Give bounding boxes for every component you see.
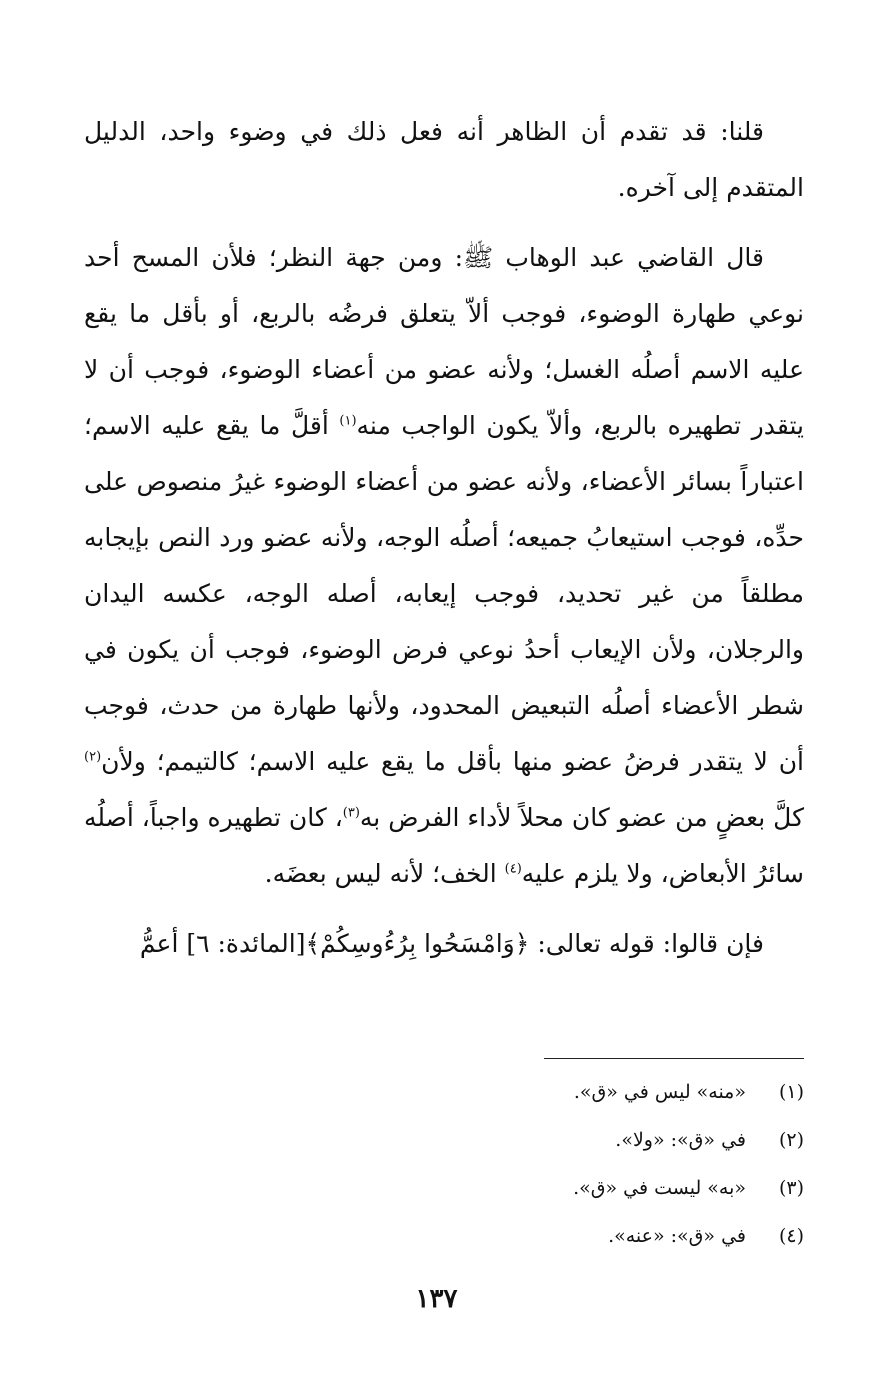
- footnote-number: (٤): [778, 1225, 804, 1247]
- main-text-body: [84, 104, 804, 972]
- page-number: ١٣٧: [415, 1284, 458, 1314]
- footnote-separator: [544, 1058, 804, 1059]
- footnote-reference: (٢): [84, 749, 102, 765]
- footnote: [300, 1212, 804, 1260]
- paragraph-text: قلنا: قد تقدم أن الظاهر أنه فعل ذلك في وضوء واحد، الدليل المتقدم إلى آخره.: [84, 117, 804, 202]
- paragraph: [84, 104, 804, 216]
- footnote-number: (٢): [778, 1129, 804, 1151]
- paragraph-text: ، كان تطهيره واجباً، أصلُه سائرُ الأبعاض، ولا يلزم عليه: [84, 803, 804, 888]
- paragraph-text: فإن قالوا: قوله تعالى: ﴿وَامْسَحُوا بِرُءُوسِكُمْ﴾[المائدة: ٦] أعمُّ: [139, 929, 764, 958]
- footnotes-section: [300, 1068, 804, 1260]
- paragraph-text: الخف؛ لأنه ليس بعضَه.: [264, 859, 505, 888]
- footnote-reference: (١): [339, 413, 357, 429]
- footnote: [300, 1068, 804, 1116]
- paragraph-text: قال القاضي عبد الوهاب ﷺ: ومن جهة النظر؛ فلأن المسح أحد نوعي طهارة الوضوء، فوجب ألاّ يتعلق فرضُه بالربع، أو بأقل ما يقع عليه الاسم أصلُه الغسل؛ ولأنه عضو من أعضاء الوضوء، فوجب أن لا يتقدر تطهيره بالربع، وألاّ يكون الواجب منه: [84, 243, 805, 440]
- footnote-reference: (٣): [342, 805, 360, 821]
- footnote-text: «منه» ليس في «ق».: [573, 1081, 746, 1103]
- footnote: [300, 1164, 804, 1212]
- paragraph: [84, 230, 804, 902]
- paragraph-text: أقلَّ ما يقع عليه الاسم؛ اعتباراً بسائر الأعضاء، ولأنه عضو من أعضاء الوضوء غيرُ منصوص على حدِّه، فوجب استيعابُ جميعه؛ أصلُه الوجه، ولأنه عضو ورد النص بإيجابه مطلقاً من غير تحديد، فوجب إيعابه، أصله الوجه، عكسه اليدان والرجلان، ولأن الإيعاب أحدُ نوعي فرض الوضوء، فوجب أن يكون في شطر الأعضاء أصلُه التبعيض المحدود، ولأنها طهارة من حدث، فوجب أن لا يتقدر فرضُ عضو منها بأقل ما يقع عليه الاسم؛ كالتيمم؛ ولأن: [84, 411, 804, 776]
- footnote: [300, 1116, 804, 1164]
- footnote-reference: (٤): [504, 861, 522, 877]
- footnote-text: في «ق»: «ولا».: [615, 1129, 746, 1151]
- footnote-number: (١): [778, 1081, 804, 1103]
- footnote-number: (٣): [778, 1177, 804, 1199]
- paragraph-text: كلَّ بعضٍ من عضو كان محلاً لأداء الفرض به: [359, 803, 804, 832]
- paragraph: [84, 916, 804, 972]
- footnote-text: «به» ليست في «ق».: [573, 1177, 746, 1199]
- footnote-text: في «ق»: «عنه».: [608, 1225, 746, 1247]
